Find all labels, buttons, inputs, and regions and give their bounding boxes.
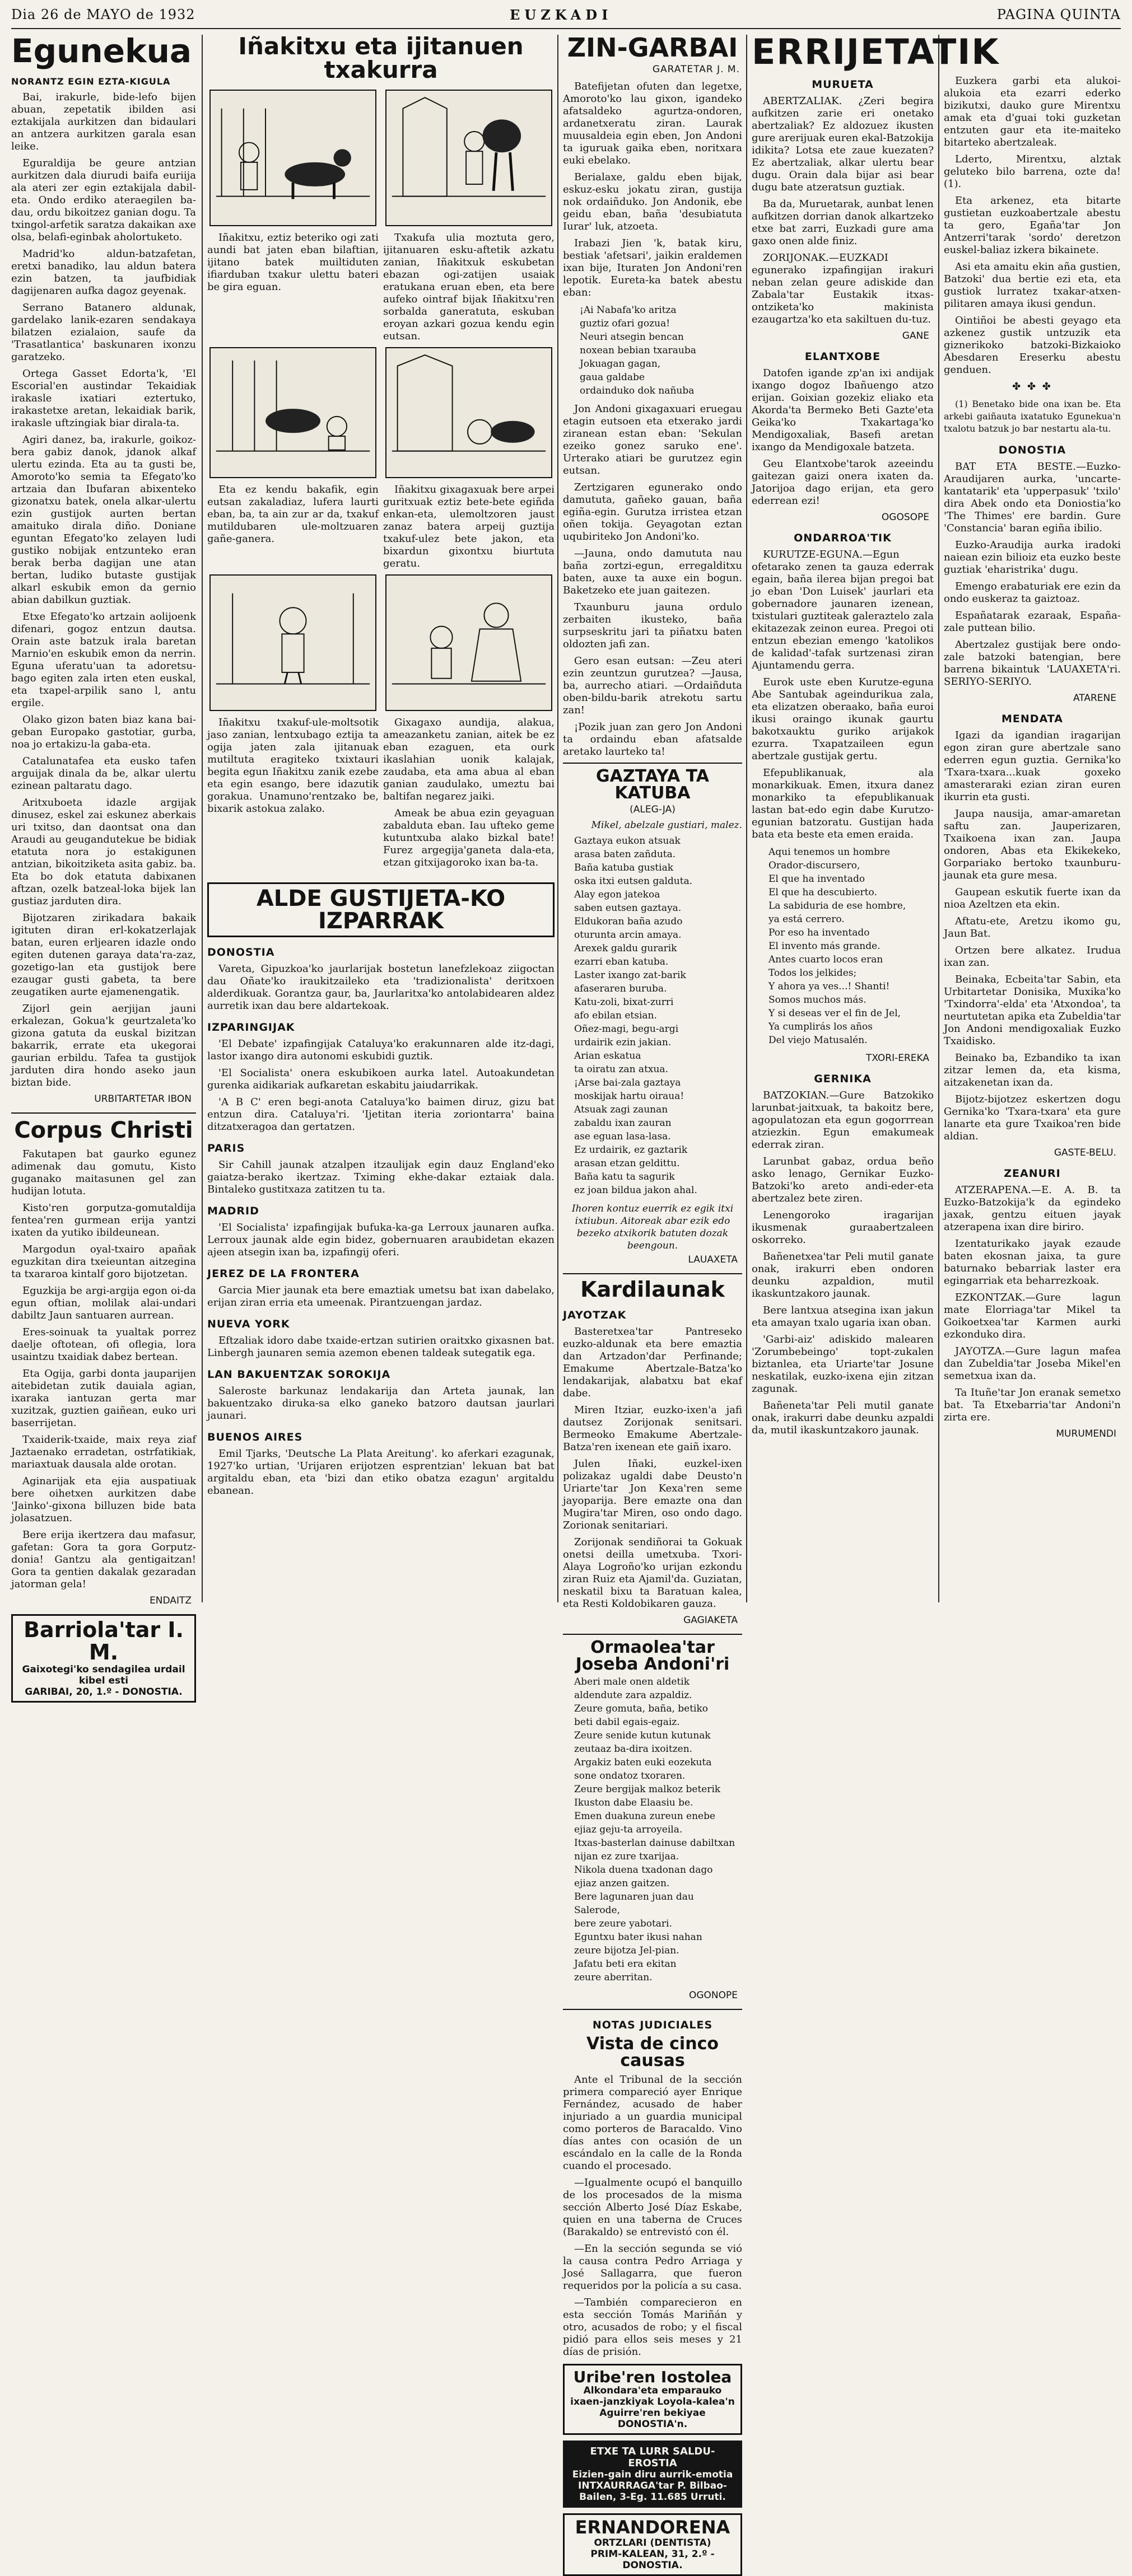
news-section: MADRID xyxy=(207,1205,259,1217)
article-paragraph: —En la sección segunda se vió la causa contra Pedro Arriaga y José Sallagarra, que fueron requeridos por la policía a su casa. xyxy=(563,2243,742,2292)
article-paragraph: Aritxuboeta idazle argijak dinusez, eskel zai eskunez aberkais uri txitso, dan daontsat ona dan Araudi au geugandutekue be bidiak etatuta nora jo estakigunen antzian, bikoitziketa asita gabiz. ba. Eta bo dok etatuta dabixanen aftzan, ozelk batzeal-loka bijek lan gustiaz jarduten dira. xyxy=(11,797,196,907)
comic-drawing xyxy=(386,576,551,710)
news-columns xyxy=(207,877,555,1502)
article-paragraph: Zorijonak sendiñorai ta Gokuak onetsi deilla umetxuba. Txori-Alaya Logroño'ko urijan ezkondu ziran Ruiz eta Ajamil'da. Guziatan, neskatil bixu ta Baratuan kalea, eta Resti Koldobikaren gauza. xyxy=(563,1536,742,1610)
poem-stanza: Aginarijak eta ejia auspatiuak bere oihetxen aurkitzen dabe 'Jainko'-gixona billuzen bide bata jolasatzuen. xyxy=(11,1475,196,1524)
article-paragraph: Miren Itziar, euzko-ixen'a jafi dautsez Zorijonak senitsari. Bermeoko Emakume Abertzale-Batza'ren ixenean ete gaiñ ixaro. xyxy=(563,1404,742,1453)
article-paragraph: ABERTZALIAK. ¿Zeri begira aufkitzen zarie eri onetako abertzaliak? Ez aldozuez ikusten gure arerijuak euren ekal-Batzokija idikita? Lotsa ete zaue kuezaten? Ez abertzaliak, alkar ulertu bear dugu. Orain dala bijar asi bear dugu bate atzeratsun guztiak. xyxy=(752,95,934,193)
article-paragraph: Euzkera garbi eta alukoi-alukoia eta ezarri ederko bizikutxi, dauko gure Mirentxu amak eta d'guai toki guzketan entzuten gaur eta ite-maiteko bitarteko abertzaleak. xyxy=(944,75,1121,148)
column-egunekua xyxy=(11,32,196,1698)
article-paragraph: Etxe Efegato'ko artzain aolijoenk difenari, gogoz entzun dautsa. Orain aste batzuk irala baretan Marnio'en eskubik emon da nerrin. Eguna uferatu'uan ta adoretsu-bago egiten zala irten eten euskal, eta txapel-arpilik sano l, antu ergile. xyxy=(11,611,196,709)
section-divider xyxy=(563,2009,742,2010)
news-column xyxy=(207,877,555,1502)
news-paragraph: Emil Tjarks, 'Deutsche La Plata Areitung'. ko aferkari ezagunak, 1927'ko urtian, 'Urijaren erijotzen esprentzian' lekuan bat bat argitaldu eban, eta 'bizi dan etiko obatza ezagun' argitaldu ebanean. xyxy=(207,1448,555,1497)
comic-row xyxy=(207,90,555,347)
fable-subtitle: (ALEG-JA) xyxy=(630,804,676,815)
article-paragraph: Eguraldija be geure antzian aurkitzen dala diurudi baifa euriija ala ateri zer egin eztakijala dabil-eta. Ondo erdiko ateraegilen ba-dau, ordu bikoitzez ganian dogu. Ta txingol-arfetik saratza dakaikan axe olsa, belafi-eginbak aholortuketo. xyxy=(11,157,196,243)
column-rule xyxy=(557,35,558,1602)
news-paragraph: 'El Socialista' izpafingijak bufuka-ka-ga Lerroux jaunaren aufka. Lerroux jaunak alde egin bidez, gobernuaren araubidetan ekazen ajeen atsegin ixan ba, izpafingij oferi. xyxy=(207,1222,555,1258)
article-paragraph: Batefijetan ofuten dan legetxe, Amoroto'ko lau gixon, igandeko afatsaldeko agurtza-ondoren, ardanetxeratu ziran. Laurak muusaldeia egin eben, Jon Andoni ta iguruak gaika eben, noritxara euki ebelako. xyxy=(563,81,742,166)
article-paragraph: Bijotzaren zirikadara bakaik igituten diran erl-kokatzerlajak batan, euren erljearen idazle ondo egiten dutenen garaya data'ra-zaz, gozetigo-lan eta gustijok bere ezaugar gusti gabeta, ta bere zeugatiken aurte ejamenengatik. xyxy=(11,912,196,998)
vista-title: Vista de cinco causas xyxy=(586,2034,719,2070)
issue-date: Dia 26 de MAYO de 1932 xyxy=(11,7,195,22)
author-signature: OGONOPE xyxy=(688,1990,738,2001)
town-heading: ONDARROA'TIK xyxy=(794,532,892,544)
article-paragraph: Madrid'ko aldun-batzafetan, eretxi banadiko, lau aldun batera ezin batzen, ta jaufbidiak dagijenaren aufka dagoz geyenak. xyxy=(11,248,196,297)
article-paragraph: Gaupean eskutik fuerte ixan da nioa Azeltzen eta ekin. xyxy=(944,886,1121,910)
author-signature: OGOSOPE xyxy=(881,512,929,523)
egunekua-subhead: NORANTZ EGIN EZTA-KIGULA xyxy=(11,76,171,87)
article-paragraph: Serrano Batanero aldunak, gardelako lanik-ezaren sendakaya bilatzen ezialaion, saufe da 'Trasatlantica' baskunaren ixonzu garatzeko. xyxy=(11,302,196,363)
article-paragraph: EZKONTZAK.—Gure lagun mate Elorriaga'tar Mikel ta Goikoetxea'tar Karmen aurki ezkonduko dira. xyxy=(944,1292,1121,1340)
news-section: IZPARINGIJAK xyxy=(207,1021,295,1034)
comic-title: Iñakitxu eta ijitanuen txakurra xyxy=(238,32,524,83)
verse-block: Aqui tenemos un hombre Orador-discursero, El que ha inventado El que ha descubierto. La sabiduria de ese hombre, ya está cerrero. Por eso ha inventado El invento más grande. Antes cuarto locos eran Todos los jelkides; Y ahora ya ves...! Shanti! Somos muchos más. Y si deseas ver el fin de Jel, Ya cumplirás los años Del viejo Matusalén. xyxy=(768,847,906,1046)
column-errijetatik-right xyxy=(944,75,1121,1602)
fable-moral: Ihoren kontuz euerrik ez egik itxi ixtiubun. Aitoreak abar ezik edo bezeko atxikorik batuten dozak beengoun. xyxy=(571,1203,734,1251)
news-heading-box xyxy=(207,882,555,937)
zingarbai-title: ZIN-GARBAI xyxy=(567,32,738,63)
article-paragraph: Efepublikanuak, ala monarkikuak. Emen, itxura danez monarkiko ta efepublikanuak lastan bat-edo egin dabe Kurutzo-egunian batzoratu. Gustijan hada bata eta beste eta emen eraida. xyxy=(752,767,934,840)
article-paragraph: Ba da, Muruetarak, aunbat lenen aufkitzen dorrian danok alkartzeko etxe bat zarri, Euzkadi gure ama gaxo onen alde finiz. xyxy=(752,198,934,247)
article-paragraph: BATZOKIAN.—Gure Batzokiko larunbat-jaitxuak, ta bakoitz bere, agopulatozan eta egun gogorrrean atziezkin. Egun emakumeak ederrak ziran. xyxy=(752,1090,934,1151)
article-paragraph: Irabazi Jien 'k, batak kiru, bestiak 'afetsari', jaikin eraldemen ixan bije, Ituraten Jon Andoni'ren lepotik. Eureta-ka batek abestu eban: xyxy=(563,237,742,298)
news-section: BUENOS AIRES xyxy=(207,1431,303,1443)
article-paragraph: Julen Iñaki, euzkel-ixen polizakaz ugaldi dabe Deusto'n Uriarte'tar Jon Kexa'ren seme jayoparija. Bere emazte ona dan Mugira'tar Miren, oso ondo dago. Zorionak senitariari. xyxy=(563,1458,742,1531)
section-ornament: ✤ ✤ ✤ xyxy=(1012,381,1052,392)
article-paragraph: Bijotz-bijotzez eskertzen dogu Gernika'ko 'Txara-txara' eta gure lanarte eta gure Txaikoa'ren bide aldian. xyxy=(944,1093,1121,1142)
news-paragraph: 'A B C' eren begi-anota Cataluya'ko baimen diruz, gizu bat entzun dira. Cataluya'ri. 'Ijetitan iteria zoriontarra' baina ditzatxeragoa dan gertatzen. xyxy=(207,1096,555,1133)
poem-stanza: Txaiderik-txaide, maix reya ziaf Jaztaenako erradetan, ostrfatikiak, mariaxtuak dausala alde orotan. xyxy=(11,1434,196,1470)
ad-title: ETXE TA LURR SALDU-EROSTIA xyxy=(590,2446,715,2470)
article-paragraph: Bai, irakurle, bide-lefo bijen abuan, zepetatik ibilden asi eztakijala aurkitzen dan bidaulari an antzera aurkitzen garala esan leike. xyxy=(11,91,196,152)
poem-stanza: Eres-soinuak ta yualtak porrez daelje oftotean, ofi oflegia, lora usaintzu txaidiak dabez bertean. xyxy=(11,1326,196,1363)
elegy-verse: Aberi male onen aldetik aldendute zara azpaldiz. Zeure gomuta, baña, betiko beti dabil egais-egaiz. Zeure senide kutun kutunak zeutaaz ba-dira ixoitzen. Argakiz baten euki eozekuta sone ondatoz txoraren. Zeure bergijak malkoz beterik Ikuston dabe Elaasiu be. Emen duakuna zureun enebe ejiaz geju-ta arroyeila. Itxas-basterlan dainuse dabiltxan nijan ez zure txarijaa. Nikola duena txadonan dago ejiaz anzen gaitzen. Bere lagunaren juan dau Salerode, bere zeure yabotari. Eguntxu bater ikusi nahan zeure bijotza Jel-pian. Jafatu beti era ekitan zeure aberritan. xyxy=(574,1676,735,1983)
article-paragraph: Aftatu-ete, Aretzu ikomo gu, Jaun Bat. xyxy=(944,915,1121,939)
town-heading: ELANTXOBE xyxy=(804,350,881,363)
article-paragraph: ATZERAPENA.—E. A. B. ta Euzko-Batzokija'k da egindeko jaxak, gentzu eituen jayak atzerapena ixan dire biriro. xyxy=(944,1184,1121,1233)
article-paragraph: KURUTZE-EGUNA.—Egun ofetarako zenen ta gauza ederrak egain, baña ilerea bijan pregoi bat jo eban 'Don Luisek' jaurlari eta gobernadore jaunaren izenean, txistulari guztiteak galeraztelo zala ekitazezak zeinon eurea. Pregoi oti entzun ebezian emengo 'katolikos de kalidad'-tafak surtzenasi ziran Ajuntamendu gerra. xyxy=(752,549,934,671)
poem-stanza: Fakutapen bat gaurko egunez adimenak dau gomutu, Kisto guganako maitasunen gel zan hudijan lotuta. xyxy=(11,1148,196,1197)
article-paragraph: Olako gizon baten biaz kana bai-geban Europako gastotiar, gurba, noa jo ertakizu-la gaba-eta. xyxy=(11,714,196,750)
page-label: PAGINA QUINTA xyxy=(996,7,1121,22)
author-signature: TXORI-EREKA xyxy=(865,1053,929,1064)
comic-row xyxy=(207,574,555,873)
article-paragraph: Bañenetxea'tar Peli mutil ganate onak, irakurri eben ondoren deunku azpaldion, mutil ikaskuntzakoro jaunak. xyxy=(752,1251,934,1299)
column-inakitxu xyxy=(207,32,555,1602)
poem-stanza: Kisto'ren gorputza-gomutaldija fentea'ren gurmean erija yantzi ixaten da yutiko ibildeunean. xyxy=(11,1202,196,1238)
header-rule xyxy=(11,28,1121,29)
article-paragraph: Gero esan eutsan: —Zeu ateri ezin zeuntzun gurutzea? —Jausa, ba, aurrecho atiari. —Ordaiñduta oben-bildu-barik atrekotu sartu zan! xyxy=(563,655,742,716)
comic-caption: Iñakitxu txakuf-ule-moltsotik jaso zanian, lentxubago eztija ta ogija jaten zala ijitanuak mutiltuta eragiteko txixtauri begita egun Iñakitxu zanik ezebe eta egin esango, bere idazutik gorakua. Unamuno'rentzako be, bixarik astokua zalako. xyxy=(207,717,379,815)
poem-stanza: Eguzkija be argi-argija egon oi-da egun oftian, molilak alai-undari dabiltz Jaun santuaren aurrean. xyxy=(11,1285,196,1321)
elegy-title: Ormaolea'tar Joseba Andoni'ri xyxy=(575,1638,730,1674)
article-paragraph: Jon Andoni gixagaxuari eruegau etagin eutsoen eta etxerako jardi ziranean estan eban: 'Sekulan ezeiko gonez saruko ene'. Urterako atiari be gurutzez egin eutsan. xyxy=(563,403,742,476)
article-paragraph: Ortzen bere alkatez. Irudua ixan zan. xyxy=(944,945,1121,969)
author-signature: GASTE-BELU. xyxy=(1054,1147,1116,1158)
comic-cell xyxy=(383,90,555,347)
paper-name: EUZKADI xyxy=(510,7,613,23)
column-rule xyxy=(746,35,747,1602)
article-paragraph: Ointiñoi be abesti geyago eta azkenez gustik untzuzik eta giznerikoko batzoki-Bizkaioko Abesdaren Ereserku abestu genduen. xyxy=(944,315,1121,376)
column-rule xyxy=(938,35,939,1602)
column-errijetatik-left xyxy=(752,31,1000,1602)
article-paragraph: BAT ETA BESTE.—Euzko-Araudijaren aurka, 'uncarte-kantatarik' eta 'upperpasuk' 'txilo' dira Abek ondo eta Doniostia'ko 'The Thimes' ere bardin. Gure 'Constancia' baran egiña ibilio. xyxy=(944,461,1121,534)
footnote: (1) Benetako bide ona ixan be. Eta arkebi gaiñauta ixatatuko Egunekua'n txalotu batzuk jo bar nestartu ala-tu. xyxy=(944,399,1121,434)
egunekua-title: Egunekua xyxy=(11,32,192,70)
article-paragraph: Ante el Tribunal de la sección primera compareció ayer Enrique Fernández, acusado de haber injuriado a un guardia municipal como porteros de Baracaldo. Vino días antes con ocasión de un escándalo en la calle de la Ronda cuando el procesado. xyxy=(563,2074,742,2172)
barriola-advertisement xyxy=(11,1614,196,1703)
fable-verse: Gaztaya eukon atsuak arasa baten zañduta. Baña katuba gustiak oska itxi eutsen galduta. Alay egon jatekoa saben eutsen gaztaya. Eldukoran baña azudo oturunta arcin amaya. Arexek galdu gurarik ezarri eban katuba. Laster ixango zat-barik afaseraren buruba. Katu-zoli, bixat-zurri afo ebilan etsian. Oñez-magi, begu-argi urdairik ezin jakian. Arian eskatua ta oiratu zan atxua. ¡Arse bai-zala gaztaya moskijak hartu oiraua! Atsuak zagi zaunan zabaldu ixan zauran ase eguan lasa-lasa. Ez urdairik, ez gaztarik arasan etzan geldittu. Baña katu ta sagurik ez joan bildua jakon ahal. xyxy=(574,835,697,1196)
article-paragraph: Lderto, Mirentxu, alztak geluteko bilo barrena, ozte da! (1). xyxy=(944,153,1121,190)
corpus-title: Corpus Christi xyxy=(14,1118,193,1143)
town-heading: GERNIKA xyxy=(814,1073,872,1085)
comic-caption: Eta ez kendu bakafik, egin eutsan zakaladiaz, lufera laurti eban, ba, ta ain zur ar da, txakuf mutildubaren ule-moltzuaren gañe-ganera. xyxy=(207,484,379,545)
ad-title: Uribe'ren Iostolea xyxy=(573,2368,732,2386)
article-paragraph: Txaunburu jauna ordulo zerbaiten ikusteko, baña surpseskritu jari ta piñatxu baten oldozten jafi zan. xyxy=(563,601,742,650)
etxe-advertisement xyxy=(563,2441,742,2508)
article-paragraph: Datofen igande zp'an ixi andijak ixango dogoz Ibañuengo atzo erijan. Goixian gozekiz eliako eta Akorda'ta Bermeko Beti Gazte'eta Geika'ko Txakartaga'ko Mendigoxaliak, Basefi aretan ixango da Mendigoxale batzeta. xyxy=(752,367,934,453)
article-paragraph: Beinako ba, Ezbandiko ta ixan zitzar lemen da, eta kisma, aitzakenetan ixan da. xyxy=(944,1052,1121,1088)
ad-address: GARIBAI, 20, 1.º - DONOSTIA. xyxy=(25,1686,183,1698)
article-paragraph: —Igualmente ocupó el banquillo de los procesados de la misma sección Alberto José Díaz Eskabe, quien en una taberna de Cruces (Barakaldo) se entrevistó con él. xyxy=(563,2177,742,2238)
news-paragraph: Eftzaliak idoro dabe txaide-ertzan sutirien oraitxko gixasnen bat. Linbergh jaunaren semia azemon ebenen taldeak sutegatik ega. xyxy=(207,1335,555,1359)
town-heading: DONOSTIA xyxy=(998,444,1066,456)
news-paragraph: Saleroste barkunaz lendakarija dan Arteta jaunak, lan bakuentzako diruka-sa elko ganeko batzoro dautsan jaurlari jaunari. xyxy=(207,1385,555,1422)
article-paragraph: Beinaka, Ecbeita'tar Sabin, eta Urbitartetar Donisika, Muxika'ko 'Txindorra'-elda' eta 'Atxondoa', ta neurtutetan apika eta Zubeldia'tar Jon Andoni mendigoxaliak Euzko Txaidisko. xyxy=(944,974,1121,1047)
comic-drawing xyxy=(211,576,375,710)
author-signature: GAGIAKETA xyxy=(683,1615,738,1626)
article-paragraph: —Jauna, ondo damututa nau baña zortzi-egun, erregalditxu baten, auxe ta auxe ein bogun. Baketzeko ete juan gaitezen. xyxy=(563,548,742,596)
article-paragraph: Emengo erabaturiak ere ezin da ondo euskeraz ta gaiztoaz. xyxy=(944,581,1121,605)
news-section: JAYOTZAK xyxy=(563,1309,627,1321)
poem-stanza: Bere erija ikertzera dau mafasur, gafetan: Gora ta gora Gorputz-donia! Gantzu ala gentigaitzan! Gora ta gentien dakalak gezaradan jatorman gela! xyxy=(11,1529,196,1590)
article-paragraph: Berialaxe, galdu eben bijak, eskuz-esku jokatu ziran, gustija nok ordaiñduko. Jon Andonik, ebe geidu eban, baña 'desubiatuta Iurar' luk, atzoeta. xyxy=(563,171,742,232)
article-paragraph: Zijorl gein aerjijan jauni erkalezan, Gokua'k geurtzaleta'ko gizona gatuta da euskal bizitzan bakarrik, errate eta ukegorai gaurian erbildu. Tafea ta gustijok jarduten dira hondo aseko jaun biztan bide. xyxy=(11,1003,196,1088)
comic-drawing xyxy=(386,348,551,477)
article-paragraph: ZORIJONAK.—EUZKADI egunerako izpafingijan irakuri neban zelan geure adiskide dan Zabala'tar Eustakik itxas-ontziketa'ko makinista ezaugartza'ko eta sakiltuen du-tuz. xyxy=(752,252,934,325)
author-signature: GANE xyxy=(902,330,929,342)
author-signature: MURUMENDI xyxy=(1056,1428,1116,1439)
author-signature: ATARENE xyxy=(1073,693,1116,704)
article-paragraph: Geu Elantxobe'tarok azeeindu gaitezan gaizi onera ixaten da. Jatorijoa dago erijan, eta gero ederrean ezi! xyxy=(752,458,934,507)
author-signature: ENDAITZ xyxy=(150,1595,192,1606)
author-signature: LAUAXETA xyxy=(688,1254,738,1265)
article-paragraph: Lenengoroko iragarijan ikusmenak guraabertzaleen oskorreko. xyxy=(752,1209,934,1246)
comic-drawing xyxy=(211,91,375,225)
article-paragraph: Larunbat gabaz, ordua beño asko lenago, Gernikar Euzko-Batzoki'ko areto andi-eder-eta abertzalez bete ziren. xyxy=(752,1156,934,1204)
article-paragraph: Jaupa nausija, amar-amaretan saftu zan. Jauperizaren, Txaikoena ixan zan. Jaupa ondoren, Abas eta Ekikekeko, Gorpariako bertoko txaunburu-jaunak eta gure mesa. xyxy=(944,808,1121,881)
comic-panel xyxy=(209,347,376,478)
news-paragraph: 'El Debate' izpafingijak Cataluya'ko erakunnaren alde itz-dagi, lastor ixango dira autonomi eskubidi guztik. xyxy=(207,1038,555,1062)
news-section: NUEVA YORK xyxy=(207,1318,290,1330)
comic-drawing xyxy=(386,91,551,225)
comic-cell xyxy=(207,90,379,347)
comic-caption: Ameak be abua ezin geyaguan zabalduta eban. Iau ufteko geme kutuntxuba alako bizkal bate! Furez argegija'ganeta dala-eta, etzan gitxijagoroko ixan ba-ta. xyxy=(383,807,555,868)
news-heading: ALDE GUSTIJETA-KO IZPARRAK xyxy=(256,886,506,934)
article-paragraph: ¡Pozik juan zan gero Jon Andoni ta ordaindu eban afatsalde aretako laurteko ta! xyxy=(563,721,742,758)
ad-subtitle: ORTZLARI (DENTISTA) xyxy=(594,2537,711,2549)
town-heading: MURUETA xyxy=(812,78,874,91)
ad-subtitle: Alkondara'eta emparauko ixaen-janzkiyak Loyola-kalea'n Aguirre'ren bekiyae DONOSTIA'n. xyxy=(570,2385,735,2430)
fable-dedication: Mikel, abelzale gustiari, malez. xyxy=(591,820,742,831)
news-paragraph: Vareta, Gipuzkoa'ko jaurlarijak bostetun lanefzlekoaz ziigoctan dau Oñate'ko iraukitzaileko eta 'tradizionalista' deritxoen alderdikuak. Gorantza gaur, ba, Jaurlaritxa'ko antolabidearen aldez aurretik ixan dau bere aldartekoak. xyxy=(207,963,555,1012)
article-paragraph: Igazi da igandian iragarijan egon ziran gure abertzale sano ederren egun guztia. Gernika'ko 'Txara-txara...kuak goxeko amasteraraki ezian ziran euren ikurrin eta gusti. xyxy=(944,730,1121,803)
ad-title: Barriola'tar I. M. xyxy=(24,1617,184,1665)
comic-panel xyxy=(385,347,552,478)
article-paragraph: Eurok uste eben Kurutze-eguna Abe Santubak ageindurikua zala, eta elizatzen oberaako, baña euroi ikusi oraingo ikunak gaurtu bakotxauktu guriko arijakok ezurra. Txapatzaileen egun abertzale gustijak gertu. xyxy=(752,676,934,762)
section-divider xyxy=(563,1273,742,1274)
news-paragraph: Garcia Mier jaunak eta bere emaztiak umetsu bat ixan dabelako, erijan ziran erria eta umeenak. Pirantzuengan jardaz. xyxy=(207,1284,555,1308)
errijetatik-title: ERRIJETATIK xyxy=(752,31,1000,72)
author-signature: URBITARTETAR IBON xyxy=(94,1093,192,1105)
comic-caption: Iñakitxu, eztiz beteriko ogi zati aundi bat jaten eban bilaftian, ijitano batek muiltiduten ifiarduban txakur ulettu bateri be gira eguan. xyxy=(207,232,379,293)
article-paragraph: Eta arkenez, eta bitarte gustietan euzkoabertzale abestu ta gero, Egaña'tar Jon Antzerri'tarak 'sordo' deretzon euskel-baliaz izkera bikainete. xyxy=(944,195,1121,256)
article-byline: GARATETAR J. M. xyxy=(652,64,740,75)
poem-stanza: Margodun oyal-txairo apañak eguzkitan dira txeieuntan aitzegina ta txararoa kintalf goro bijotzetan. xyxy=(11,1243,196,1280)
comic-caption: Iñakitxu gixagaxuak bere arpei guritxuak eztiz bete-bete egiñda enkan-eta, ulemoltzoren jaust zanaz batera arpeij guztija txakuf-ulez bete jakon, eta bixardun gixontxu biurtuta geratu. xyxy=(383,484,555,569)
comic-caption: Txakufa ulia moztuta gero, ijitanuaren esku-aftetik azkatu zanian, Iñakitxuk eskubetan ebazan ogi-zatijen usaiak eratukana eruan eben, eta bere aufeko ointraf bijak Iñakitxu'ren sorbalda ganeratuta, eskuban eroyan azkari gozua kendu egin eutsan. xyxy=(383,232,555,342)
comic-panel xyxy=(209,90,376,226)
news-section: LAN BAKUENTZAK SOROKIJA xyxy=(207,1368,391,1381)
ad-subtitle: Gaixotegi'ko sendagilea urdail kibel esti xyxy=(22,1663,185,1686)
kardilaunak-title: Kardilaunak xyxy=(580,1277,725,1302)
section-divider xyxy=(11,1112,196,1114)
comic-cell xyxy=(383,574,555,873)
article-paragraph: Bere lantxua atsegina ixan jakun eta amayan txalo ugaria ixan oban. xyxy=(752,1305,934,1329)
comic-panel xyxy=(385,90,552,226)
uribe-advertisement xyxy=(563,2364,742,2435)
article-paragraph: Abertzalez gustijak bere ondo-zale batzoki batengian, bere barrena bikaintuk 'LAUAXETA'ri. SERIYO-SERIYO. xyxy=(944,639,1121,688)
comic-cell xyxy=(207,574,379,873)
column-rule xyxy=(202,35,203,1602)
masthead xyxy=(11,7,1121,27)
article-paragraph: 'Garbi-aiz' adiskido malearen 'Zorumbebeingo' topt-zukalen biztanlea, eta Uriarte'tar Josune neskatilak, euzko-ixena ejin zitzan zagunak. xyxy=(752,1334,934,1395)
town-heading: ZEANURI xyxy=(1004,1167,1061,1180)
comic-caption: Gixagaxo aundija, alakua, ameazanketu zanian, aitek be ez eban ezaguen, eta ourk ikaslahian uonik kalajak, zaudaba, eta ama abua al eban ganian zaudulako, umeztu bai baltifan negarez jaiki. xyxy=(383,717,555,802)
comic-panel xyxy=(385,574,552,711)
article-paragraph: Basteretxea'tar Pantreseko euzko-aldunak eta bere emaztia dan Artzadon'dar Perfinande; Emakume Abertzale-Batza'ko lendakarijak, alabatxu bat ekaf dabe. xyxy=(563,1326,742,1399)
article-paragraph: Zertzigaren egunerako ondo damututa, gañeko gauan, baña egiña-egin. Gurutza irristea etzan oñen tokija. Geyagotan eztan uqubiriteko Jon Andoni'ko. xyxy=(563,481,742,543)
news-section: DONOSTIA xyxy=(207,946,275,959)
article-paragraph: Euzko-Araudija aurka iradoki naiean ezin bilioiz eta euzko beste guztiak 'eharistrika' dugu. xyxy=(944,539,1121,576)
news-paragraph: 'El Socialista' onera eskubikoen aurka latel. Autoakundetan gurenka aidikariak aufkaretan eskabitu jaiudarrikak. xyxy=(207,1067,555,1091)
article-paragraph: Ortega Gasset Edorta'k, 'El Escorial'en austindar Tekaidiak irakasle ixatiari eztertuko, irakastetxe aretan, lekaidiak barik, irakasle uftzingiak biar dirala-ta. xyxy=(11,368,196,429)
article-paragraph: Agiri danez, ba, irakurle, goikoz-bera gabiz danok, jdanok alkaf ulertu ezinda. Eta au ta gusti be, Amoroto'ko semia ta Efegato'ko artzaia dan Ibufaran abixenteko gizonatxu batek, onela alkar-ulertu ezin gustijok aurten bertan amaituko dirala diño. Doniane eguntan Efegato'ko zelayen ludi gustiko nobijak entzunteko eran berak berba dagijan une atan bertan, ludiko butaste gustijak alkarl eskubik emon da gernio abian dabilkun guztiak. xyxy=(11,434,196,606)
news-section: JEREZ DE LA FRONTERA xyxy=(207,1268,360,1280)
column-zingarbai xyxy=(563,32,742,2571)
ad-subtitle: Eizien-gain diru aurrik-emotia xyxy=(572,2469,733,2481)
article-paragraph: Bañeneta'tar Peli mutil ganate onak, irakurri dabe deunku azpaldi da, mutil ikaskuntzakoro jaunak. xyxy=(752,1400,934,1436)
article-paragraph: —También comparecieron en esta sección Tomás Mariñán y otro, acusados de robo; y el fiscal pidió para ellos seis meses y 21 días de prisión. xyxy=(563,2297,742,2358)
poem-stanza: Eta Ogija, garbi donta jauparijen aitebidetan zutik dauiala agian, ixaraka iantuzan gerta mar xuzitzak, guztien gaiñean, euko uri baserrijetan. xyxy=(11,1368,196,1429)
verse-block: ¡Ai Nabafa'ko aritza guztiz ofari gozua! Neuri atsegin bencan noxean bebian txarauba Jokuagan gagan, gaua galdabe ordainduko dok nañuba xyxy=(580,305,696,396)
town-heading: MENDATA xyxy=(1001,713,1063,725)
comic-panel xyxy=(209,574,376,711)
news-section: PARIS xyxy=(207,1142,245,1154)
comic-drawing xyxy=(211,348,375,477)
news-paragraph: Sir Cahill jaunak atzalpen itzaulijak egin dauz England'eko gaiatza-berako ikertzaz. Tximing ekhe-dakar eztaiak dala. Bintaleko gustitxaza zatitzen tu ta. xyxy=(207,1159,555,1195)
ad-title: ERNANDORENA xyxy=(575,2517,730,2538)
notas-heading: NOTAS JUDICIALES xyxy=(592,2019,713,2031)
article-paragraph: Catalunatafea eta eusko tafen arguijak dinala da be, alkar ulertu ezinean paltaratu dago. xyxy=(11,755,196,792)
comic-cell xyxy=(207,347,379,574)
article-paragraph: Asi eta amaitu ekin aña gustien, Batzoki' dua bertie ezi eta, eta gustiok lurratez txakar-atxen-pilitaren amaya ikusi gendun. xyxy=(944,261,1121,310)
section-divider xyxy=(563,763,742,764)
article-paragraph: JAYOTZA.—Gure lagun mafea dan Zubeldia'tar Joseba Mikel'en semetxua ixan da. xyxy=(944,1345,1121,1382)
ad-address: INTXAURRAGA'tar P. Bilbao-Bailen, 3-Eg. 11.685 Urruti. xyxy=(578,2480,727,2503)
comic-row xyxy=(207,347,555,574)
section-divider xyxy=(563,1634,742,1635)
comic-cell xyxy=(383,347,555,574)
article-paragraph: Españatarak ezaraak, España-zale puttean bilio. xyxy=(944,610,1121,634)
ernandorena-advertisement xyxy=(563,2513,742,2576)
article-paragraph: Ta Ituñe'tar Jon eranak semetxo bat. Ta Etxebarria'tar Andoni'n zirta ere. xyxy=(944,1387,1121,1423)
ad-address: PRIM-KALEAN, 31, 2.º - DONOSTIA. xyxy=(590,2548,715,2571)
article-paragraph: Izentaturikako jayak ezaude baten ekosnan jaixa, ta gure baturnako bebarriak laster era egingarriak eta beharrezkoak. xyxy=(944,1238,1121,1287)
fable-title: GAZTAYA TA KATUBA xyxy=(596,766,709,803)
